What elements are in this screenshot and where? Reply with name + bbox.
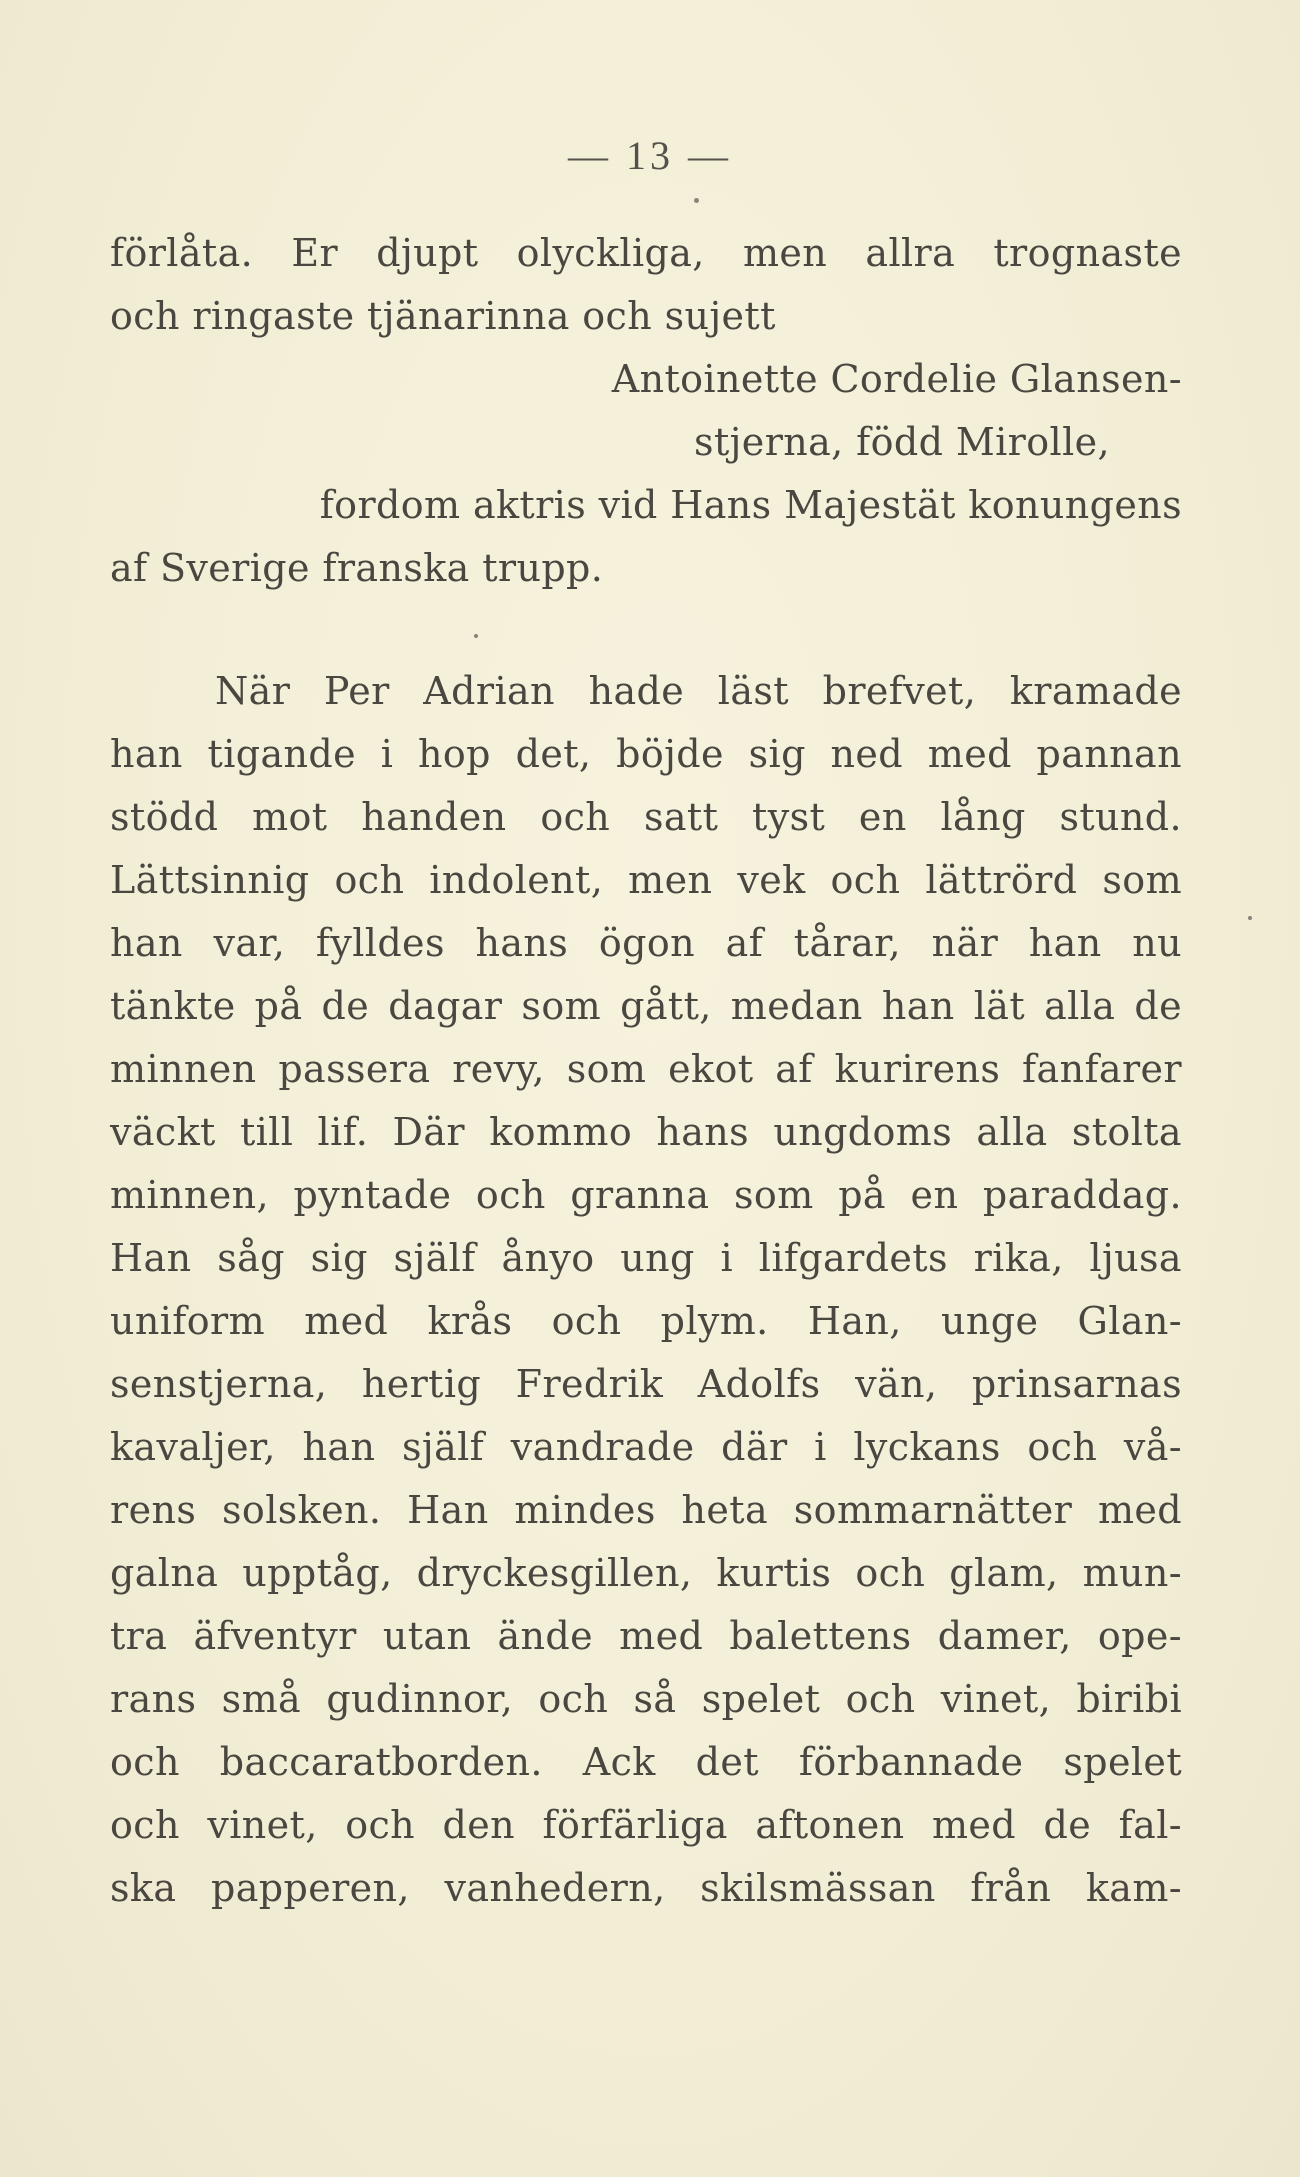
text-line: När Per Adrian hade läst brefvet, kramade [215,669,1182,713]
text-line: och vinet, och den förfärliga aftonen med de fal- [110,1803,1182,1847]
ink-speck [474,634,478,638]
text-line: han var, fylldes hans ögon af tårar, när han nu [110,921,1182,965]
ink-speck [1248,916,1252,920]
text-line: kavaljer, han själf vandrade där i lyckans och vå- [110,1425,1182,1469]
page-number: — 13 — [568,133,732,178]
text-line: uniform med krås och plym. Han, unge Glan- [110,1299,1182,1343]
text-line: väckt till lif. Där kommo hans ungdoms alla stolta [110,1110,1182,1154]
text-line: tänkte på de dagar som gått, medan han lät alla de [110,984,1182,1028]
text-line: rens solsken. Han mindes heta sommarnätter med [110,1488,1182,1532]
ink-speck [694,198,699,203]
text-line: minnen, pyntade och granna som på en paraddag. [110,1173,1182,1217]
text-line: minnen passera revy, som ekot af kurirens fanfarer [110,1047,1182,1091]
text-line: och baccaratborden. Ack det förbannade spelet [110,1740,1182,1784]
text-line: stödd mot handen och satt tyst en lång stund. [110,795,1182,839]
text-line: rans små gudinnor, och så spelet och vinet, biribi [110,1677,1182,1721]
text-line: Han såg sig själf ånyo ung i lifgardets rika, ljusa [110,1236,1182,1280]
text-line: senstjerna, hertig Fredrik Adolfs vän, prinsarnas [110,1362,1182,1406]
signature-line: Antoinette Cordelie Glansen- [611,357,1182,401]
signature-line: fordom aktris vid Hans Majestät konungens [319,483,1182,527]
text-line: och ringaste tjänarinna och sujett [110,294,776,338]
text-line: tra äfventyr utan ände med balettens damer, ope- [110,1614,1182,1658]
signature-line: af Sverige franska trupp. [110,546,604,590]
text-line: Lättsinnig och indolent, men vek och lättrörd som [110,858,1182,902]
text-line: ska papperen, vanhedern, skilsmässan från kam- [110,1866,1182,1910]
text-line: galna upptåg, dryckesgillen, kurtis och glam, mun- [110,1551,1182,1595]
signature-line: stjerna, född Mirolle, [694,420,1110,464]
text-line: förlåta. Er djupt olyckliga, men allra trognaste [110,231,1182,275]
text-line: han tigande i hop det, böjde sig ned med pannan [110,732,1182,776]
